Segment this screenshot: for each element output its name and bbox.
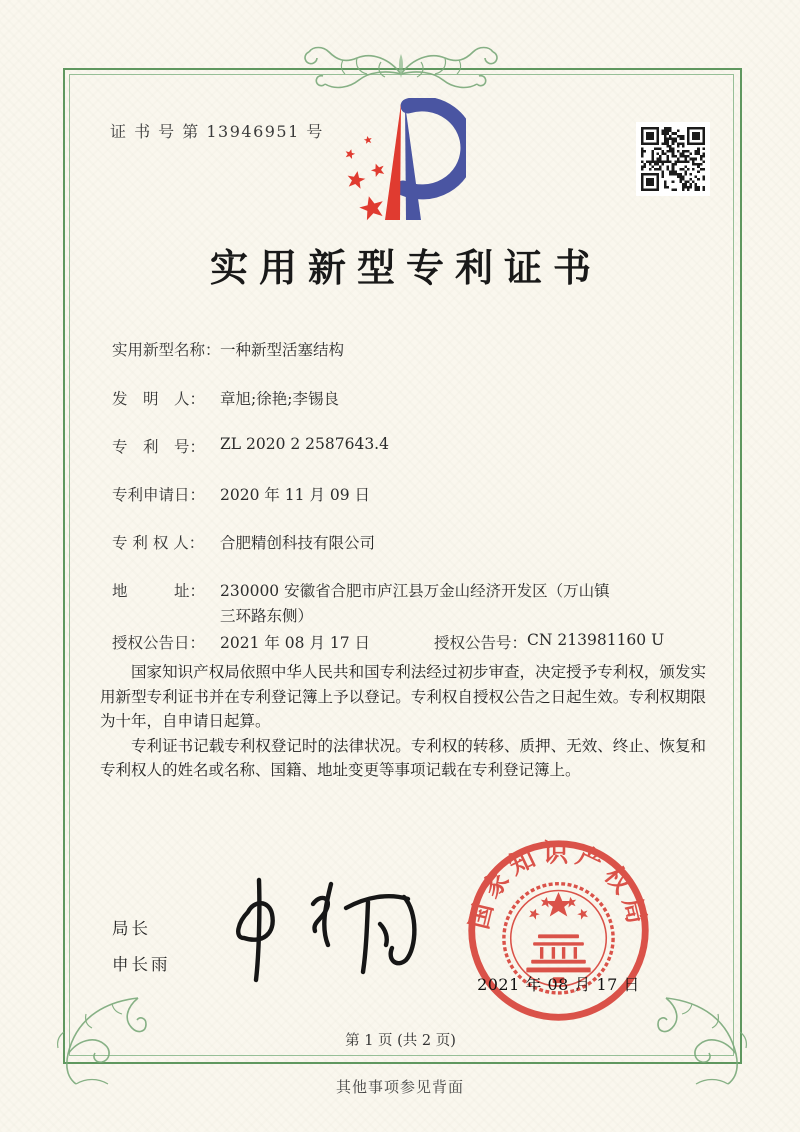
qr-code — [636, 122, 710, 196]
field-value: 一种新型活塞结构 — [220, 341, 345, 359]
field-label: 授权公告日： — [112, 634, 206, 652]
top-flourish-ornament — [285, 40, 517, 96]
signatory-title: 局长 — [112, 919, 151, 938]
field-label: 专利申请日： — [112, 486, 206, 504]
field-label: 地 址： — [112, 582, 206, 600]
official-seal — [461, 833, 656, 1028]
seal-date: 2021 年 08 月 17 日 — [477, 975, 640, 994]
logo-p-shape — [385, 104, 466, 220]
cnipa-logo — [338, 98, 466, 226]
signatory-name: 申长雨 — [112, 955, 171, 974]
legal-paragraph-1: 国家知识产权局依照中华人民共和国专利法经过初步审查，决定授予专利权，颁发实用新型专利证书并在专利登记簿上予以登记。专利权自授权公告之日起生效。专利权期限为十年，自申请日起算。 — [100, 663, 706, 730]
field-label: 实用新型名称： — [112, 341, 221, 359]
page-number: 第 1 页 (共 2 页) — [345, 1033, 456, 1049]
field-value: 230000 安徽省合肥市庐江县万金山经济开发区（万山镇三环路东侧） — [220, 582, 610, 625]
field-label: 专 利 权 人： — [112, 534, 205, 552]
field-row-patent-number — [112, 435, 389, 457]
field-label: 专 利 号： — [112, 438, 206, 456]
field-value: ZL 2020 2 2587643.4 — [220, 435, 389, 453]
field-row-filing-date — [112, 483, 370, 505]
field-label: 发 明 人： — [112, 390, 206, 408]
field-value: 2021 年 08 月 17 日 — [220, 634, 371, 652]
field-label: 授权公告号： — [434, 634, 528, 652]
field-row-patentee — [112, 531, 375, 553]
field-row-inventors — [112, 387, 339, 409]
logo-stars — [344, 135, 386, 221]
field-row-grant-date-and-number — [112, 631, 664, 653]
grant-number-pair — [434, 631, 664, 653]
legal-text — [100, 660, 706, 783]
certificate-number: 证 书 号 第 13946951 号 — [110, 122, 324, 141]
seal-arc-text: 国家知识产权局 — [463, 837, 654, 932]
field-value: 2020 年 11 月 09 日 — [220, 486, 371, 504]
certificate-title: 实用新型专利证书 — [209, 245, 602, 290]
field-value: 章旭;徐艳;李锡良 — [220, 390, 339, 408]
back-side-note: 其他事项参见背面 — [335, 1078, 464, 1096]
field-value: 合肥精创科技有限公司 — [220, 534, 376, 552]
field-row-address — [112, 579, 612, 629]
field-value: CN 213981160 U — [527, 631, 665, 649]
legal-paragraph-2: 专利证书记载专利权登记时的法律状况。专利权的转移、质押、无效、终止、恢复和专利权人的姓名或名称、国籍、地址变更等事项记载在专利登记簿上。 — [100, 736, 706, 779]
field-row-utility-model-name — [112, 338, 344, 360]
commissioner-signature — [218, 872, 436, 994]
